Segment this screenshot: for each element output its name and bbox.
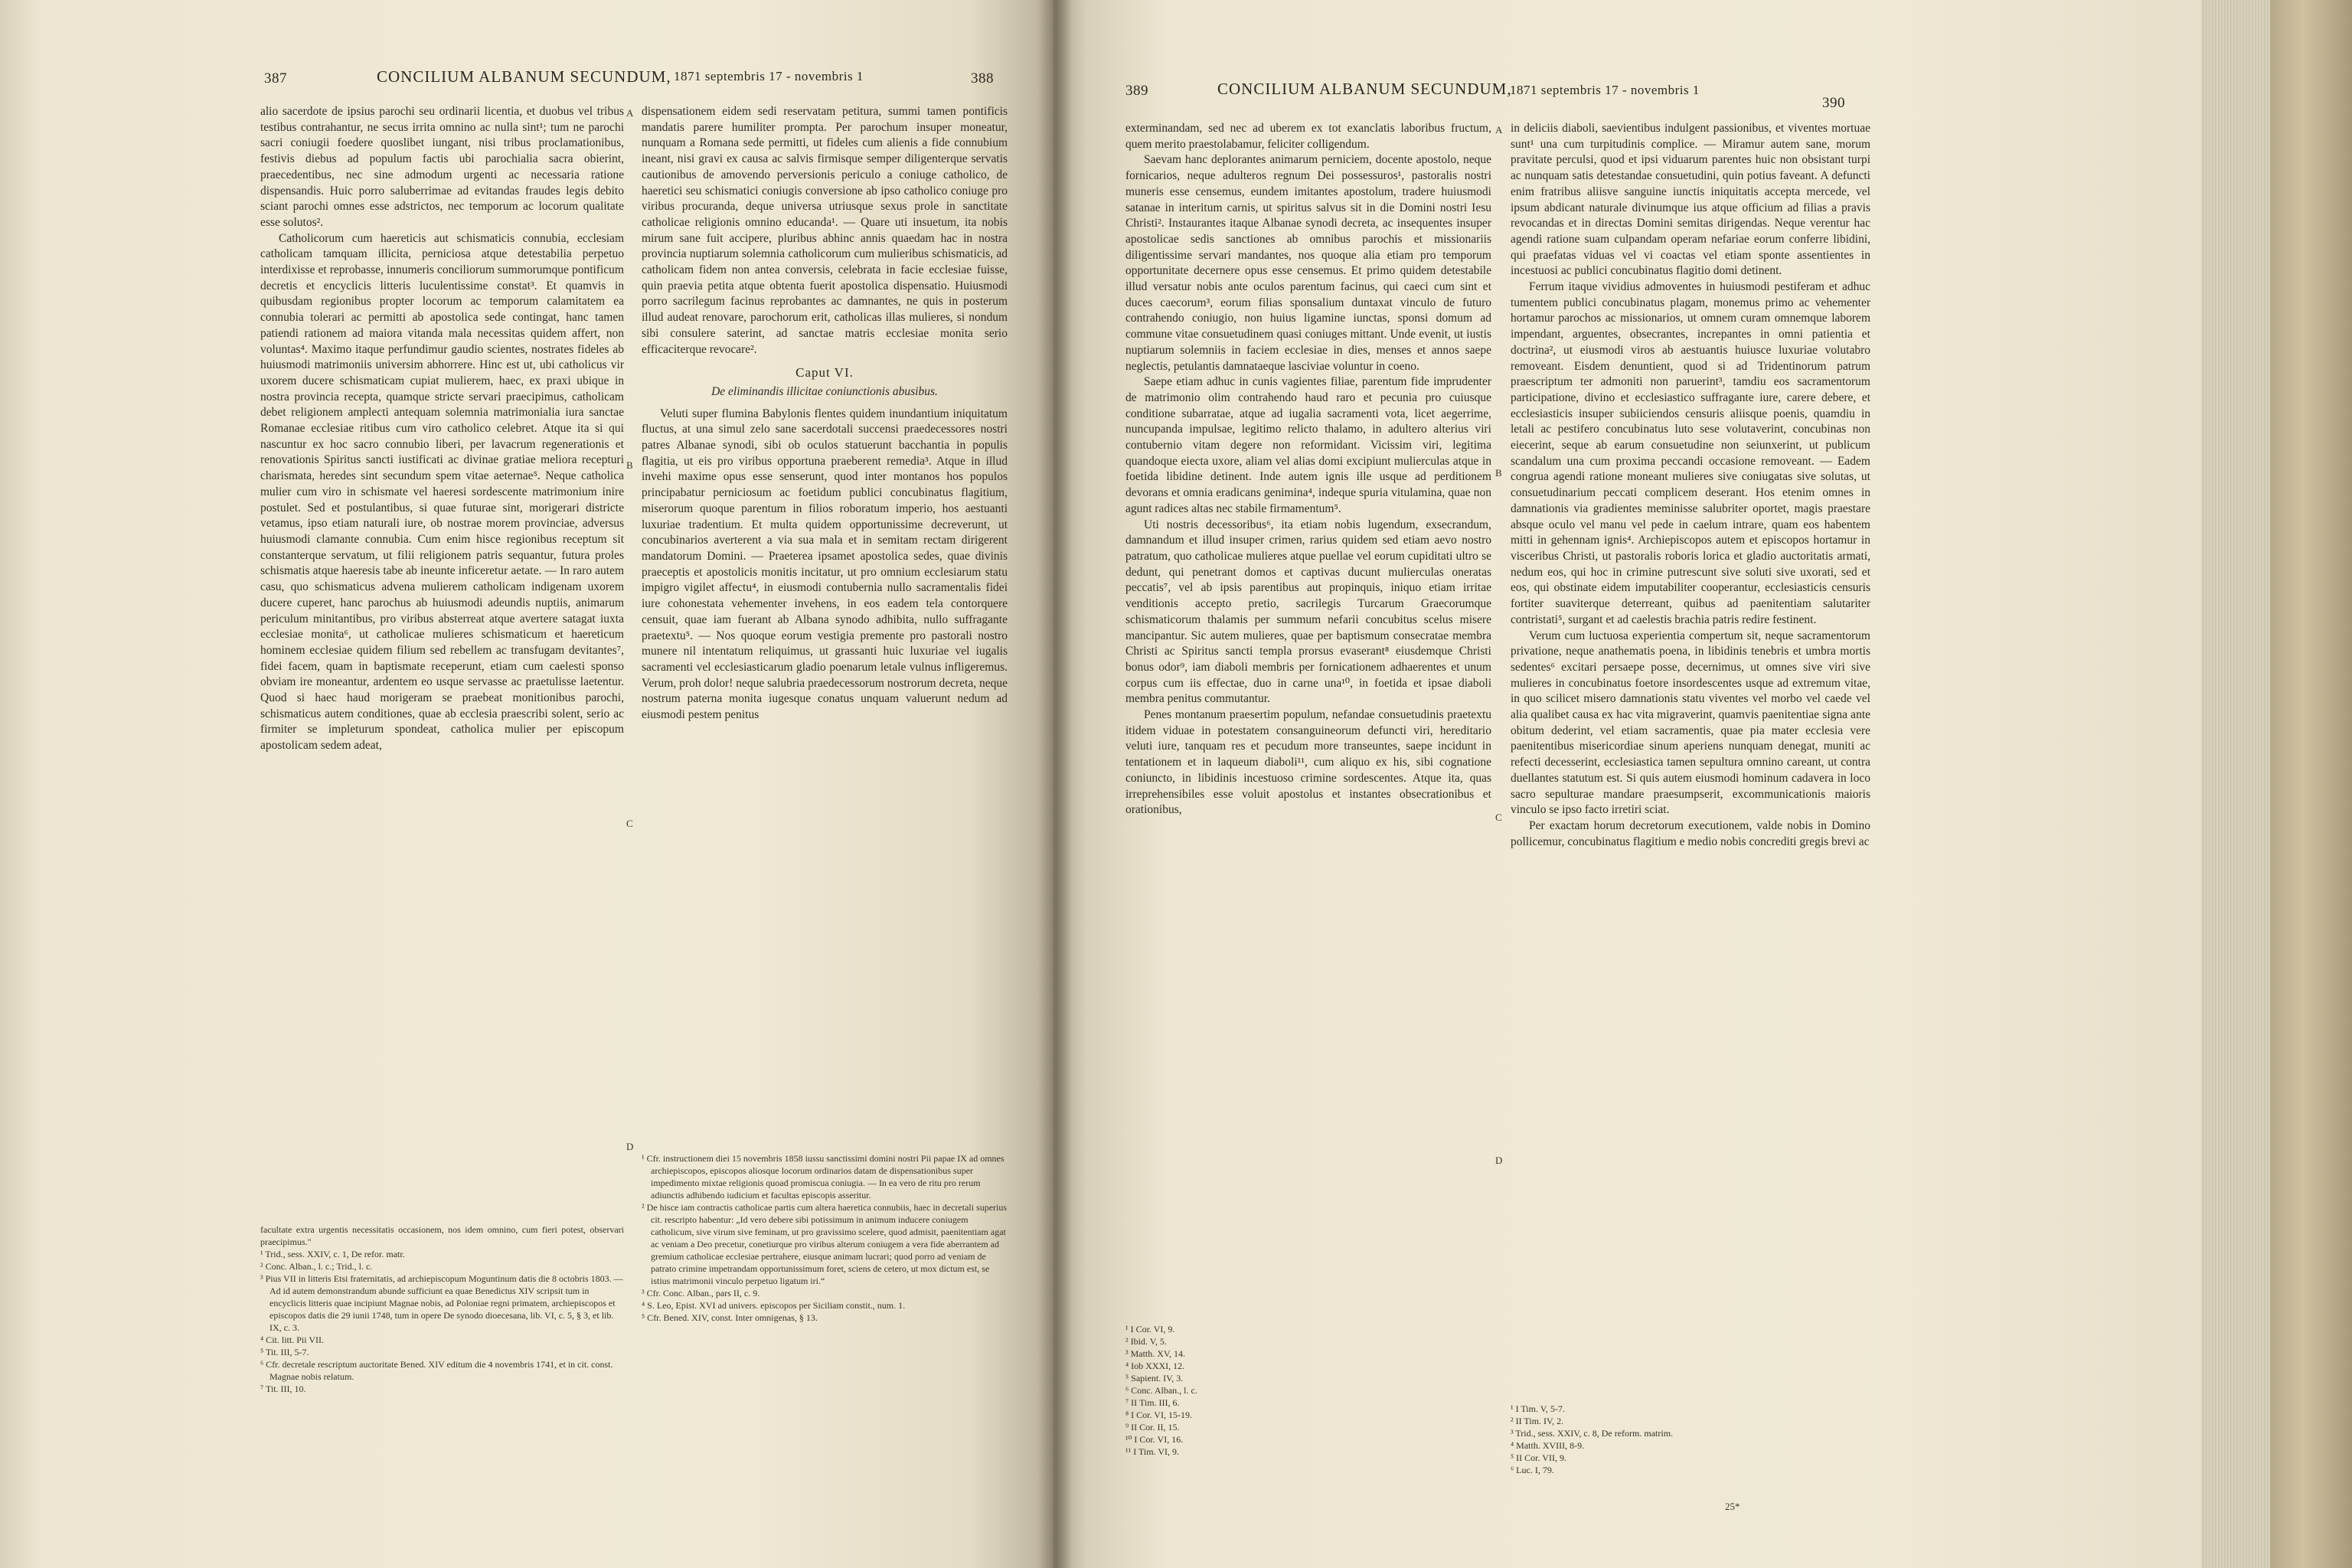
paragraph: Verum cum luctuosa experientia compertum sit, neque sacramentorum privatione, neque anathematis poena, in libidinis tenebris et umbra mortis sedentes⁶ excitari persaepe posse, decernimus, ut omnes sive viri sive mulieres in concubinatus foetore insordescentes usque ad extremum vitae, in quo scilicet misero damnationis statu viventes vel morbo vel caede vel alia qualibet causa ex hac vita migraverint, quamvis paenitentiae signa ante obitum dederint, vel etiam sacramentis, quae pia mater ecclesia vere paenitentibus misericordiae sinum aperiens nunquam denegat, muniti ac refecti decesserint, ecclesiastica tamen sepultura omnino careant, ut contra duellantes statutum est. Si quis autem eiusmodi hominum cadavera in loco sacro sepulturae mandare praesumpserit, excommunicationis maioris vinculo se ipso facto irretiri sciat. (1511, 629, 1870, 817)
footnote: ⁵ Tit. III, 5-7. (260, 1347, 309, 1357)
page-number: 387 (264, 70, 287, 87)
footnote: ¹ I Cor. VI, 9. (1125, 1324, 1175, 1334)
footnote: ⁴ Matth. XVIII, 8-9. (1511, 1440, 1585, 1451)
paragraph: Ferrum itaque vividius admoventes in huiusmodi pestiferam et adhuc tumentem publici concubinatus plagam, monemus primo ac vehementer hortamur parochos ac missionarios, ut omnem curam omnemque laborem impendant, arguentes, obsecrantes, increpantes in omni patientia et doctrina², ut eiusmodi viros ab aestuantis huiusce luxuriae volutabro removeant. Eisdem denuntient, quod si ad Tridentinorum patrum praescriptum ter admoniti non paruerint³, tamdiu eos sacramentorum participatione, divino et ecclesiastico suffragante iure, carere debere, et ecclesiasticis insuper subiiciendos censuris aliisque poenis, quamdiu in letali ac pestifero concubinatus luto sese volutaverint, concubinas non eiecerint, seque ab earum consuetudine non seiunxerint, ut publicum scandalum una cum proxima peccandi occasione removeant. — Eadem congrua agendi ratione moneant mulieres sive coniugatas sive solutas, ut consuetudinarium peccati complicem deserant. Hos etenim omnes in damnationis via gradientes meminisse salubriter oportet, magis praestare absque oculo vel manu vel pede in caelum intrare, quam eos habentem mitti in gehennam ignis⁴. Archiepiscopos autem et episcopos hortamur in visceribus Christi, ut pastoralis roboris lorica et gladio auctoritatis armati, nedum eos, qui hoc in crimine putrescunt sive soluti sive uxorati, sed et eos, qui obstinate eidem imputabiliter cooperantur, ecclesiasticis censuris fortiter suaviterque deterreant, quibus ad paenitentiam salutariter contristati⁵, surgant et ad caelestis brachia patris redire festinent. (1511, 280, 1870, 626)
paragraph: Per exactam horum decretorum executionem, valde nobis in Domino pollicemur, concubinatus flagitium e medio nobis concrediti gregis brevi ac (1511, 818, 1870, 848)
margin-letter: B (1495, 467, 1502, 479)
book-gutter (1037, 0, 1072, 1568)
margin-letter: B (626, 459, 633, 471)
footnotes (1511, 1403, 1870, 1476)
margin-letter: A (626, 107, 634, 119)
footnote: ² Conc. Alban., l. c.; Trid., l. c. (260, 1261, 373, 1272)
page-number: 389 (1125, 83, 1148, 99)
margin-letter: C (626, 818, 633, 829)
footnote: ² Ibid. V, 5. (1125, 1336, 1167, 1347)
paragraph: Saepe etiam adhuc in cunis vagientes filiae, parentum fide imprudenter de matrimonio olim contrahendo haud raro et pecunia pro cuiusque conditione subarratae, atque ad iugalia sacramenti vota, licet aegerrime, nuncupanda impulsae, legitimo relicto thalamo, in adultero alterius viri contubernio vitam degere non reformidant. Vicissim viri, legitima quandoque eiecta uxore, aliam vel alias domi excipiunt mulierculas atque in foetida libidine detinent. Inde autem ignis ille usque ad perditionem devorans et omnia eradicans genimina⁴, indeque spuria vitulamina, quae non agunt radices altas nec stabile firmamentum⁵. (1125, 375, 1491, 515)
footnote: ⁶ Conc. Alban., l. c. (1125, 1385, 1197, 1396)
book-cover-edge (2270, 0, 2352, 1568)
paragraph: Veluti super flumina Babylonis flentes quidem inundantium iniquitatum fluctus, at una simul zelo sane sacerdotali succensi praedecessores nostri patres Albanae synodi, sibi ob oculos statuerunt bacchantia in populis flagitia, ut eis pro viribus opportuna praeberent remedia³. Atque in illud invehi maxime opus esse senserunt, quod inter montanos hos populos principabatur perniciosum ac foetidum publici concubinatus flagitium, miserorum quoque parentum in filios roboratum imperio, hos aestuanti luxuriae tradentium. Et multa quidem opportunissime decreverunt, ut concubinarios averterent a via sua mala et in semitam rectam dirigerent mandatorum Domini. — Praeterea ipsamet apostolica sedes, quae divinis praeceptis et apostolicis monitis incitatur, ut pro omnium ecclesiarum statu impigro vigilet affectu⁴, in eiusmodi contubernia nullo sacramentalis fidei iure cohonestata vehementer invehens, in eos eadem tela contorquere censuit, quae iam fuerant ab Albana synodo adhibita, nullo suffragante praetextu⁵. — Nos quoque eorum vestigia premente pro pastorali nostro munere nil intentatum reliquimus, ut grassanti huic luxuriae vel iugalis sacramenti vel ecclesiasticarum gladio poenarum letale vulnus infligeremus. Verum, proh dolor! neque salubria praedecessorum nostrorum decreta, neque nostrum paterna monita iugesque conatus unquam valuerunt nedum ad eiusmodi pestem penitus (642, 407, 1008, 722)
footnote: ⁹ II Cor. II, 15. (1125, 1422, 1180, 1432)
text-column-a (1125, 121, 1491, 818)
footnote: ⁸ I Cor. VI, 15-19. (1125, 1410, 1192, 1420)
footnote: ⁴ Iob XXXI, 12. (1125, 1361, 1185, 1371)
footnote: ¹¹ I Tim. VI, 9. (1125, 1446, 1179, 1457)
left-page (0, 0, 1053, 1568)
paragraph: exterminandam, sed nec ad uberem ex tot exanclatis laboribus fructum, quem merito praestolabamur, feliciter colligendum. (1125, 122, 1491, 151)
footnotes (260, 1223, 624, 1395)
footnote: ¹ Cfr. instructionem diei 15 novembris 1858 iussu sanctissimi domini nostri Pii papae IX ad omnes archiepiscopos, episcopos aliosque locorum ordinarios datam de dispensationibus super impedimento mixtae religionis quoad promiscua coniugia. — In ea vero de ritu pro rerum adiunctis adhibendo iudicium et facultas episcopis asseritur. (642, 1153, 1004, 1200)
right-page (1053, 0, 2201, 1568)
paragraph: Saevam hanc deplorantes animarum perniciem, docente apostolo, neque fornicarios, neque adulteros regnum Dei possessuros¹, pastoralis nostri muneris esse censemus, eundem imitantes apostolum, tradere huiusmodi satanae in interitum carnis, ut spiritus salvus sit in die Domini nostri Iesu Christi². Instaurantes itaque Albanae synodi decreta, ac insequentes insuper apostolicae sedis sanctiones ab omnibus parochis et missionariis diligentissime servari mandantes, nos quoque alia etiam pro temporum opportunitate decernere opus esse censemus. Et primo quidem detestabile illud versatur nobis ante oculos parentum facinus, qui caeci cum sint et duces caecorum³, eorum filias sponsalium duntaxat vinculo de futuro contrahendo coniugio, non huius ligamine iunctas, sponsi domum ad commune vitae consuetudinem quasi coniuges mittant. Unde evenit, ut iustis nuptiarum solemniis in faciem ecclesiae in dies, menses et annos saepe neglectis, petulantis damnataeque lasciviae voluntur in coeno. (1125, 153, 1491, 373)
footnote: ⁶ Cfr. decretale rescriptum auctoritate Bened. XIV editum die 4 novembris 1741, et in cit. const. Magnae nobis relatum. (260, 1359, 613, 1382)
text-column-b (1511, 121, 1870, 850)
footnote: facultate extra urgentis necessitatis occasionem, nos idem omnino, cum fieri potest, observari praecipimus." (260, 1224, 624, 1247)
paragraph: Catholicorum cum haereticis aut schismaticis connubia, ecclesiam catholicam tamquam illicita, perniciosa atque detestabilia perpetuo interdixisse et reprobasse, innumeris conciliorum summorumque pontificum decretis et encyclicis litteris luculentissime constat³. Et quamvis in quibusdam regionibus propter locorum ac temporum calamitatem ea connubia tolerari ac permitti ab apostolica sede contingat, hanc tamen patiendi rationem ad maiora vitanda mala necessitas quidem affert, non voluntas⁴. Maximo itaque perfundimur gaudio scientes, nostrates fideles ab huiusmodi matrimoniis universim abhorrere. Hinc est ut, ubi catholicus vir uxorem ducere schismaticam cupiat mulierem, haec, ex praxi ubique in nostra provincia recepta, quamque stricte servari praecipimus, catholicam debet religionem amplecti antequam solemnia matrimonialia iura sanctae Romanae ecclesiae ritibus cum viro catholico celebret. Atque ita si qui nascuntur ex hoc sacro connubio liberi, per lavacrum regenerationis et renovationis Spiritus sancti iustificati ac divinae gratiae meliora recepturi charismata, heredes sint secundum spem vitae aeternae⁵. Neque catholica mulier cum viro in schismate vel haeresi sordescente matrimonium inire postulet. Sed et postulantibus, si quae futurae sint, morigerari districte vetamus, ipso etiam naturali iure, ob nostrae morem provinciae, adversus huiusmodi clamante connubia. Cum enim hisce regionibus receptum sit constanterque servatum, ut filii religionem patris sequantur, futura proles schismatis atque haeresis tabe ab ineunte inficeretur aetate. — In raro autem casu, quo schismaticus advena mulierem catholicam indigenam uxorem ducere cuperet, hanc parochus ab huiusmodi adeundis nuptiis, animarum periculum minitantibus, pro viribus absterreat atque avertere satagat iuxta ecclesiae monita⁶, ut catholicae mulieres schismaticum et haereticum hominem ecclesiae quidem filium sed rebellem ac transfugam devitantes⁷, fidei facem, quam in baptismate receperunt, etiam cum caelesti sponso obviam ire moneantur, ardentem eo usque servasse ac praetulisse laetentur. Quod si haec haud morigeram se praebeat monitionibus parochi, schismaticus autem conditiones, quae ab ecclesia praescribi solent, serio ac firmiter se impleturum spondeat, catholica mulier per episcopum apostolicam sedem adeat, (260, 231, 624, 753)
running-dates: 1871 septembris 17 - novembris 1 (674, 69, 864, 83)
footnote: ² II Tim. IV, 2. (1511, 1416, 1564, 1426)
footnote: ³ Trid., sess. XXIV, c. 8, De reform. matrim. (1511, 1428, 1674, 1439)
footnote: ⁶ Luc. I, 79. (1511, 1465, 1554, 1475)
chapter-title: Caput VI. (795, 365, 854, 381)
paragraph: alio sacerdote de ipsius parochi seu ordinarii licentia, et duobus vel tribus testibus contrahantur, ne secus irrita omnino ac nulla sint¹; tum ne parochi sacri coniugii foedere quoslibet iungant, nisi tribus proclamationibus, festivis diebus ad populum factis ubi parochialia sacra obierint, praecedentibus, nec sine admodum urgenti ac necessaria ratione dispensandis. Huic porro saluberrimae ad evitandas fraudes legis debito sciant parochi omnes esse adstrictos, nec temporum ac locorum qualitate esse solutos². (260, 105, 624, 229)
footnotes (642, 1152, 1008, 1324)
paragraph: Penes montanum praesertim populum, nefandae consuetudinis praetextu itidem viduae in potestatem consanguineorum defuncti viri, hereditario veluti iure, tanquam res et pecudum more transeuntes, saepe incidunt in tentationem et in laqueum diaboli¹¹, cum aliquo ex his, sibi cognatione coniuncto, in libidinis incestuoso crimine sordescentes. Atque ita, quas irreprehensibiles esse voluit apostolus et instantes obsecrationibus et orationibus, (1125, 708, 1491, 817)
margin-letter: A (1495, 124, 1503, 136)
footnote: ³ Cfr. Conc. Alban., pars II, c. 9. (642, 1288, 760, 1298)
footnote: ¹⁰ I Cor. VI, 16. (1125, 1434, 1184, 1445)
margin-letter: C (1495, 812, 1502, 823)
footnote: ¹ Trid., sess. XXIV, c. 1, De refor. matr. (260, 1249, 405, 1259)
footnote: ⁴ Cit. litt. Pii VII. (260, 1334, 324, 1345)
footnote: ⁷ II Tim. III, 6. (1125, 1397, 1180, 1408)
paragraph: dispensationem eidem sedi reservatam petitura, summi tamen pontificis mandatis parere humiliter prompta. Per parochum insuper moneatur, nunquam a Romana sede permitti, ut fideles cum alienis a fide connubium ineant, nisi gravi ex causa ac salvis firmisque semper diligenterque servatis cautionibus de amovendo perversionis periculo a coniuge catholico, de haeretici seu schismatici coniugis conversione ab ipso catholico coniuge pro viribus procuranda, deque universa utriusque sexus prole in sanctitate catholicae religionis omnino educanda¹. — Quare uti insuetum, ita nobis mirum sane fuit accipere, pluribus abhinc annis quaedam hac in nostra provincia nuptiarum solemnia catholicorum cum mulieribus schismaticis, ad catholicam fidem non antea conversis, celebrata in facie ecclesiae fuisse, quin praevia petita atque obtenta fuerit apostolica dispensatio. Huiusmodi porro sacrilegum facinus reprobantes ac damnantes, ne quis in posterum illud audeat renovare, parochorum erit, catholicas illas mulieres, si nondum sibi consulere saterint, ad sanctae matris ecclesiae monita serio efficaciterque revocare². (642, 105, 1008, 356)
page-number: 388 (971, 70, 994, 87)
text-column-a (260, 104, 624, 754)
footnote: ² De hisce iam contractis catholicae partis cum altera haeretica connubiis, haec in decretali superius cit. rescripto habentur: „Id vero debere sibi potissimum in animum inducere coniugem catholicum, sive virum sive feminam, ut pro gravissimo scelere, quod admisit, paenitentiam agat ac veniam a Deo precetur, conetiurque pro viribus alterum coniugem a vera fide aberrantem ad gremium catholicae ecclesiae pertrahere, eiusque animam lucrari; quod porro ad veniam de patrato crimine impetrandam opportunissimum foret, sciens de cetero, ut mox dictum est, se istius matrimonii vinculo perpetuo ligatum iri.“ (642, 1202, 1008, 1286)
paragraph: Uti nostris decessoribus⁶, ita etiam nobis lugendum, exsecrandum, damnandum et illud insuper crimen, rarius quidem sed etiam aevo nostro patratum, quo catholicae mulieres atque puellae vel eorum cupiditati ultro se dedunt, qui penetrant domos et captivas ducunt mulierculas oneratas peccatis⁷, vel ab ipsis parentibus aut propinquis, iniquo etiam irritae venditionis accepto pretio, sacrilegis Turcarum Graecorumque schismaticorum thalamis per summum nefarii concubitus scelus misere mancipantur. Sic autem mulieres, quae per baptismum consecratae membra Christi ac Spiritus sancti templa prorsus evaserant⁸ eiusdemque Christi bonus odor⁹, iam diaboli membris per fornicationem adhaerentes et unum corpus cum iis effectae, duo in carne una¹⁰, in foetida et ipsae diaboli membra penitus commutantur. (1125, 518, 1491, 706)
footnote: ⁵ Sapient. IV, 3. (1125, 1373, 1184, 1383)
footnote: ⁵ II Cor. VII, 9. (1511, 1452, 1566, 1463)
page-number: 390 (1822, 95, 1845, 111)
footnotes (1125, 1323, 1355, 1458)
footnote: ³ Pius VII in litteris Etsi fraternitatis, ad archiepiscopum Moguntinum datis die 8 octobris 1803. — Ad id autem demonstrandum abunde sufficiunt ea quae Benedictus XIV scripsit tum in encyclicis litteris quae incipiunt Magnae nobis, ad Poloniae regni primatem, archiepiscopos et episcopos datis die 29 iunii 1748, tum in opere De synodo dioecesana, lib. VI, c. 5, § 3, et lib. IX, c. 3. (260, 1273, 623, 1333)
signature-mark: 25* (1725, 1501, 1740, 1512)
page-edges (2201, 0, 2270, 1568)
footnote: ⁴ S. Leo, Epist. XVI ad univers. episcopos per Siciliam constit., num. 1. (642, 1300, 906, 1311)
running-dates: 1871 septembris 17 - novembris 1 (1510, 83, 1700, 97)
text-column-b (642, 104, 1008, 724)
footnote: ³ Matth. XV, 14. (1125, 1348, 1186, 1359)
running-title: CONCILIUM ALBANUM SECUNDUM, (1217, 80, 1512, 98)
running-title: CONCILIUM ALBANUM SECUNDUM, (377, 67, 671, 86)
margin-letter: D (1495, 1155, 1503, 1166)
paragraph: in deliciis diaboli, saevientibus indulgent passionibus, et viventes mortuae sunt¹ una cum turpitudinis complice. — Miramur autem sane, morum pravitate perculsi, quod et ipsi viduarum parentes huic non obsistant turpi ac nunquam satis detestandae consuetudini, quin potius faveant. A defuncti enim fratribus aliisve sanguine iunctis iniquitatis accepta mercede, vel ipsum abdicant naturale divinumque ius atque officium ad filias a pravis revocandas et in directas Domini semitas dirigendas. Neque verentur hac agendi ratione suam culpandam operam nefariae eorum conferre libidini, qui praefatas viduas vel vi coactas vel etiam sponte assentientes in incestuosi ac publici concubinatus flagitio domi detinent. (1511, 122, 1870, 278)
footnote: ⁷ Tit. III, 10. (260, 1383, 306, 1394)
footnote: ⁵ Cfr. Bened. XIV, const. Inter omnigenas, § 13. (642, 1312, 818, 1323)
footnote: ¹ I Tim. V, 5-7. (1511, 1403, 1565, 1414)
chapter-subtitle: De eliminandis illicitae coniunctionis abusibus. (711, 384, 938, 398)
margin-letter: D (626, 1141, 634, 1152)
